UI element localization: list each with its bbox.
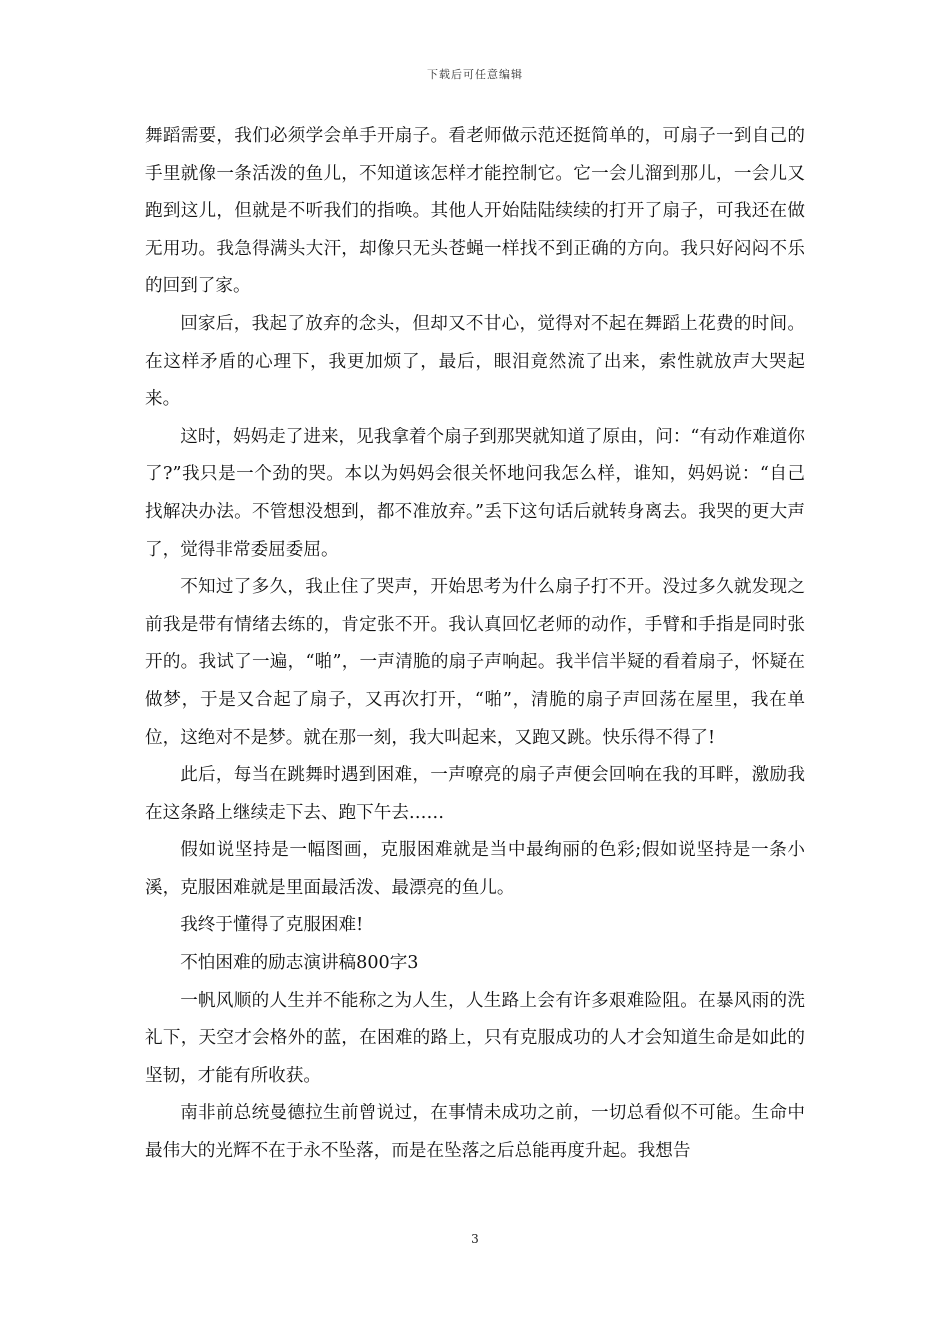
paragraph: 回家后，我起了放弃的念头，但却又不甘心，觉得对不起在舞蹈上花费的时间。在这样矛盾的心理下，我更加烦了，最后，眼泪竟然流了出来，索性就放声大哭起来。 xyxy=(145,313,805,410)
paragraph: 南非前总统曼德拉生前曾说过，在事情未成功之前，一切总看似不可能。生命中最伟大的光辉不在于永不坠落，而是在坠落之后总能再度升起。我想告 xyxy=(145,1103,805,1162)
paragraph: 一帆风顺的人生并不能称之为人生，人生路上会有许多艰难险阻。在暴风雨的洗礼下，天空才会格外的蓝，在困难的路上，只有克服成功的人才会知道生命是如此的坚韧，才能有所收获。 xyxy=(145,990,805,1086)
paragraph: 舞蹈需要，我们必须学会单手开扇子。看老师做示范还挺简单的，可扇子一到自己的手里就像一条活泼的鱼儿，不知道该怎样才能控制它。它一会儿溜到那儿，一会儿又跑到这儿，但就是不听我们的指唤。其他人开始陆陆续续的打开了扇子，可我还在做无用功。我急得满头大汗，却像只无头苍蝇一样找不到正确的方向。我只好闷闷不乐的回到了家。 xyxy=(145,126,805,297)
paragraph: 这时，妈妈走了进来，见我拿着个扇子到那哭就知道了原由，问：“有动作难道你了?”我只是一个劲的哭。本以为妈妈会很关怀地问我怎么样，谁知，妈妈说：“自己找解决办法。不管想没想到，都不准放弃。”丢下这句话后就转身离去。我哭的更大声了，觉得非常委屈委屈。 xyxy=(145,426,805,560)
section-heading: 不怕困难的励志演讲稿800字3 xyxy=(180,953,419,974)
page-number: 3 xyxy=(471,1232,479,1246)
paragraph: 不知过了多久，我止住了哭声，开始思考为什么扇子打不开。没过多久就发现之前我是带有情绪去练的，肯定张不开。我认真回忆老师的动作，手臂和手指是同时张开的。我试了一遍，“啪”，一声清脆的扇子声响起。我半信半疑的看着扇子，怀疑在做梦，于是又合起了扇子，又再次打开，“啪”，清脆的扇子声回荡在屋里，我在单位，这绝对不是梦。就在那一刻，我大叫起来，又跑又跳。快乐得不得了! xyxy=(145,577,805,748)
paragraph: 假如说坚持是一幅图画，克服困难就是当中最绚丽的色彩;假如说坚持是一条小溪，克服困难就是里面最活泼、最漂亮的鱼儿。 xyxy=(145,840,805,898)
page-header: 下载后可任意编辑 xyxy=(427,68,523,81)
paragraph: 此后，每当在跳舞时遇到困难，一声嘹亮的扇子声便会回响在我的耳畔，激励我在这条路上继续走下去、跑下午去…… xyxy=(145,765,805,823)
document-body xyxy=(145,118,805,1171)
paragraph: 我终于懂得了克服困难! xyxy=(180,915,364,936)
